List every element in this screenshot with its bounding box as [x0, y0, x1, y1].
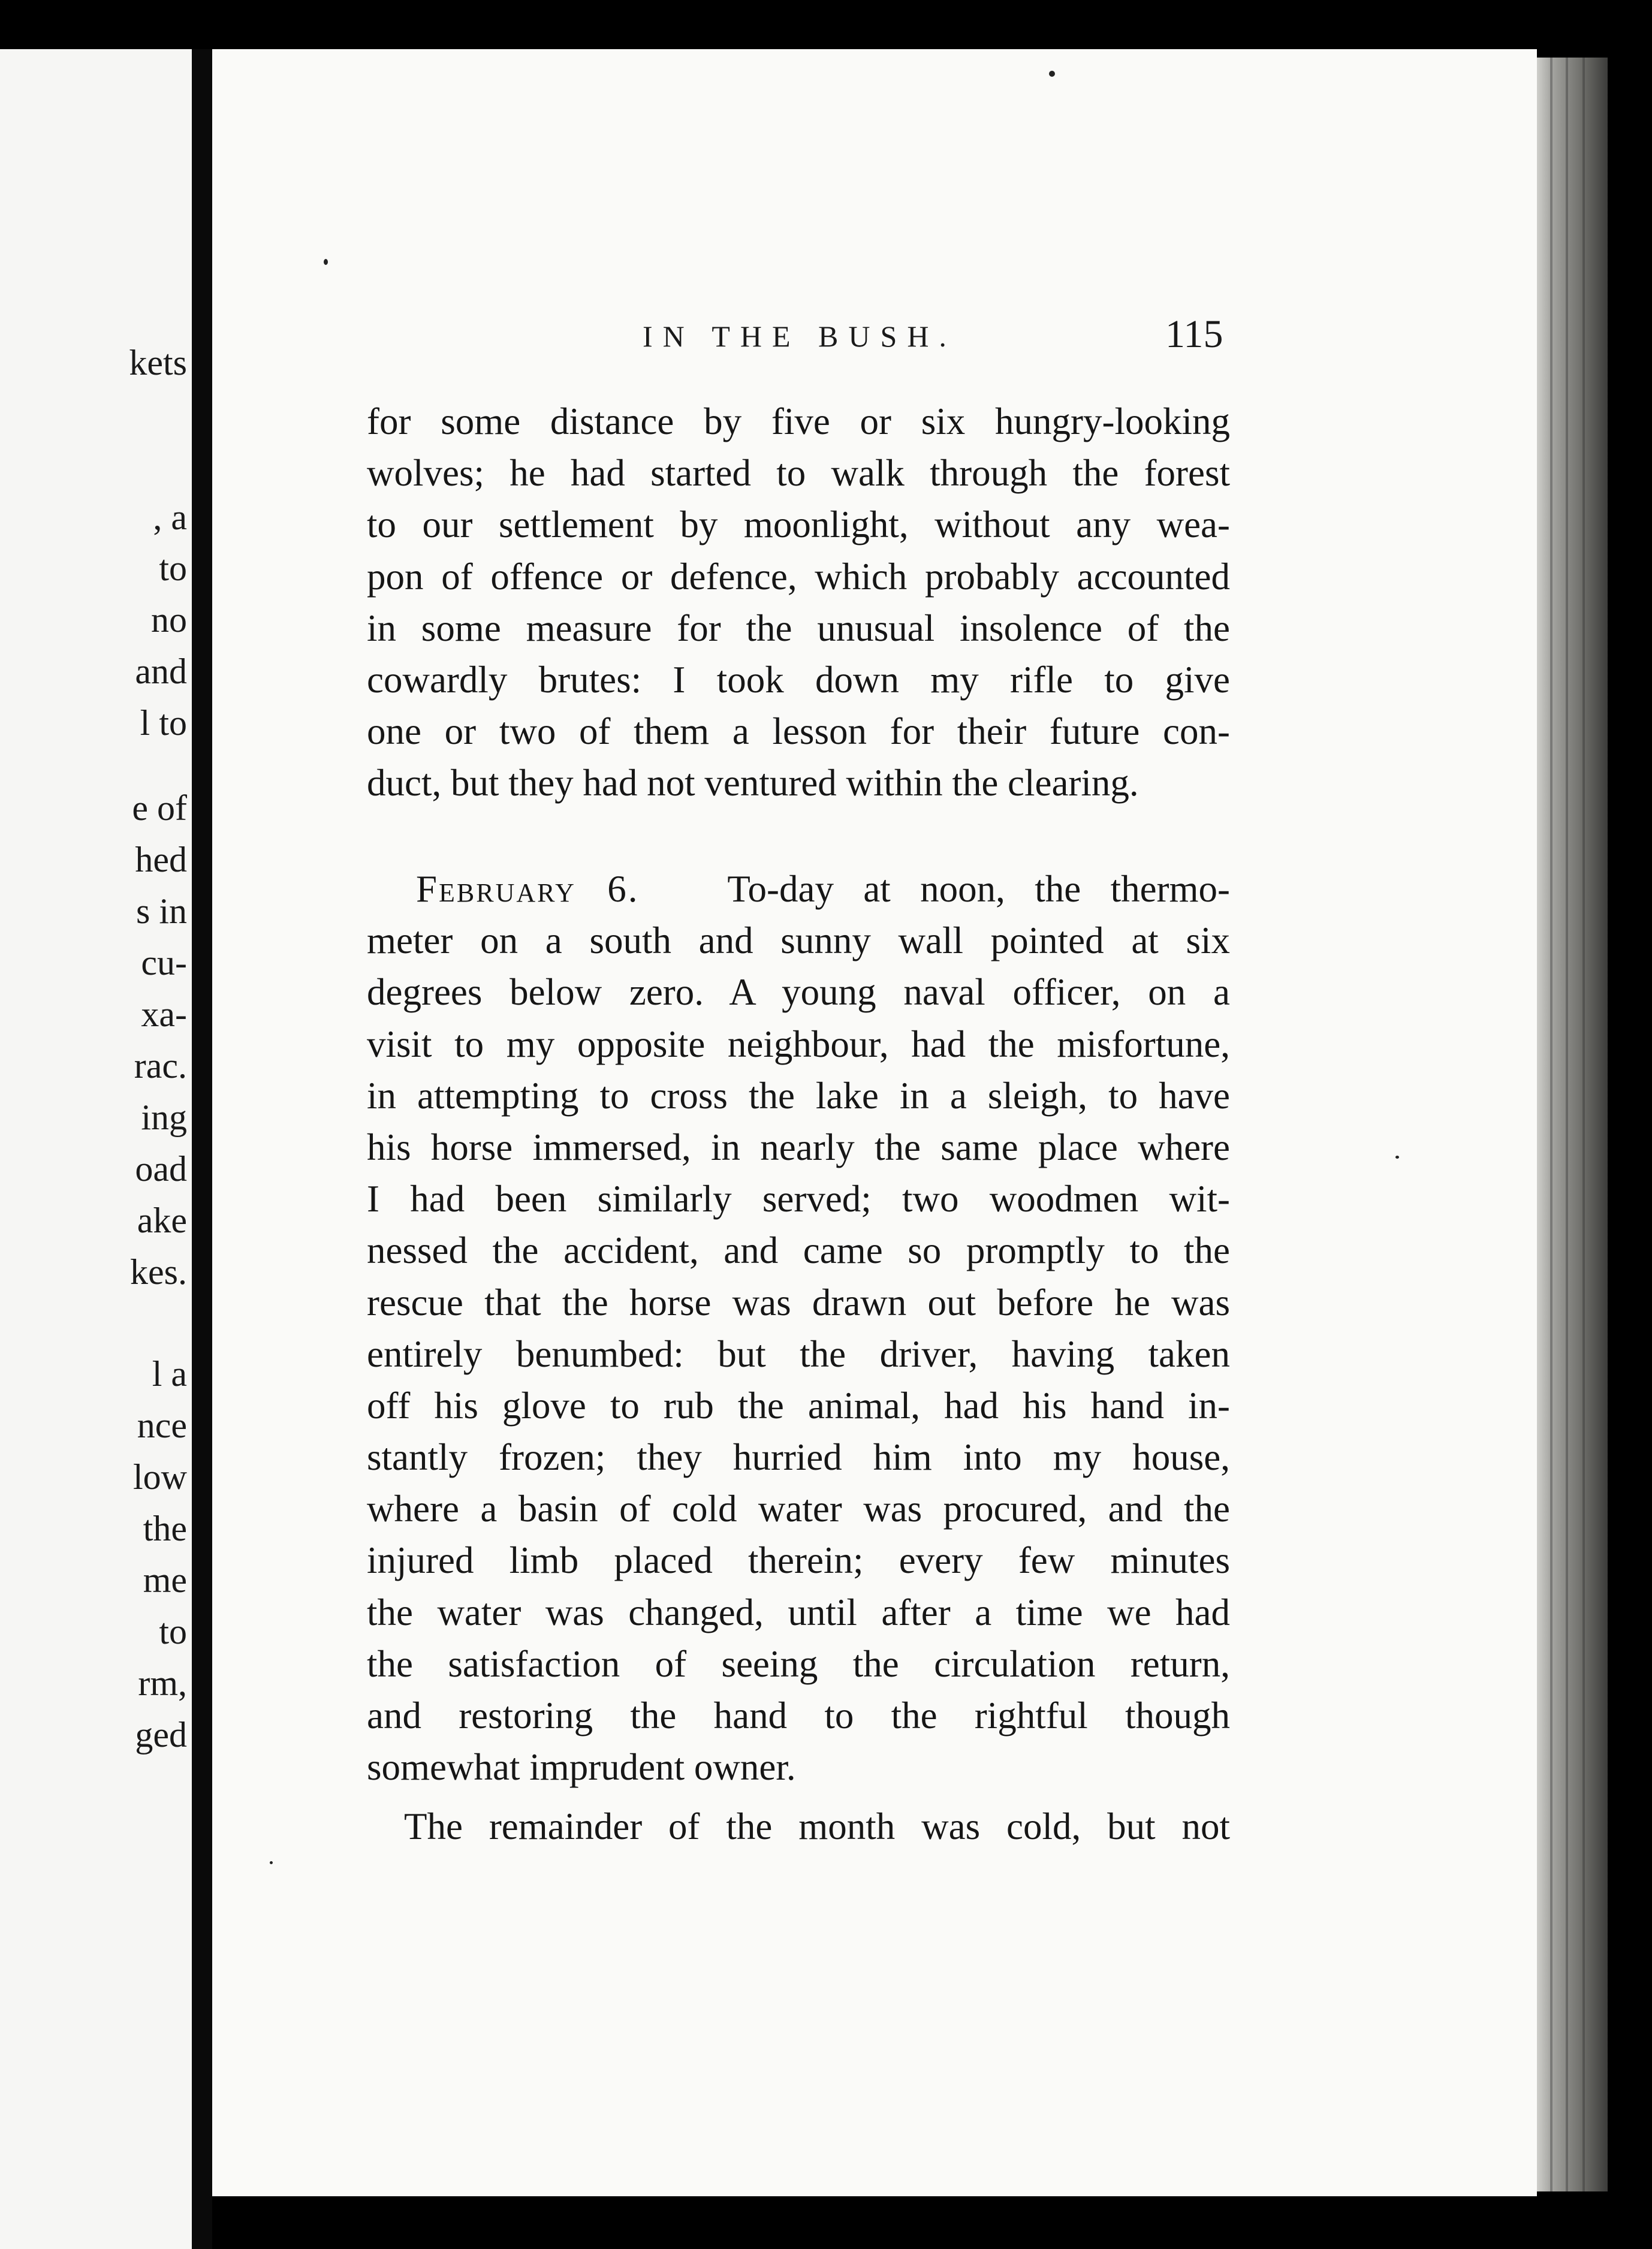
- text-line: to our settlement by moonlight, without any wea-: [367, 504, 1230, 546]
- text-line: degrees below zero. A young naval officer, on a: [367, 971, 1230, 1014]
- left-page-fragment: ake: [137, 1201, 187, 1240]
- left-page-fragment: oad: [135, 1149, 187, 1189]
- text-line: in some measure for the unusual insolence of the: [367, 607, 1230, 649]
- left-page-fragment: me: [143, 1560, 187, 1600]
- running-head: IN THE BUSH.: [643, 319, 957, 353]
- left-page-fragment: to: [159, 1612, 187, 1651]
- text-line: visit to my opposite neighbour, had the misfortune,: [367, 1023, 1230, 1065]
- text-line: for some distance by five or six hungry-looking: [367, 400, 1230, 442]
- paragraph-2: [367, 863, 1230, 1793]
- text-line: wolves; he had started to walk through the forest: [367, 452, 1230, 495]
- left-page-fragment: rac.: [134, 1046, 187, 1086]
- page-edge-line: [1582, 58, 1585, 2191]
- page-edge-line: [1550, 58, 1552, 2191]
- ink-speck: [270, 1861, 273, 1864]
- left-page-fragment: to: [159, 548, 187, 588]
- text-line: in attempting to cross the lake in a sleigh, to have: [367, 1074, 1230, 1117]
- left-page-fragment: l a: [152, 1354, 187, 1394]
- ink-speck: [324, 259, 328, 265]
- text-line: the satisfaction of seeing the circulation return,: [367, 1642, 1230, 1685]
- text-line: pon of offence or defence, which probably accounted: [367, 555, 1230, 598]
- text-line: injured limb placed therein; every few minutes: [367, 1539, 1230, 1582]
- left-page-fragment: hed: [135, 840, 187, 879]
- text-line: meter on a south and sunny wall pointed at six: [367, 920, 1230, 962]
- text-line: cowardly brutes: I took down my rifle to give: [367, 658, 1230, 701]
- left-page-fragment: nce: [137, 1406, 187, 1445]
- text-line: his horse immersed, in nearly the same place where: [367, 1126, 1230, 1168]
- paragraph-1: [367, 396, 1230, 809]
- text-line: the water was changed, until after a time we had: [367, 1591, 1230, 1633]
- ink-speck: [1049, 71, 1055, 77]
- text-line: somewhat imprudent owner.: [367, 1746, 796, 1789]
- text-line: nessed the accident, and came so promptly to the: [367, 1229, 1230, 1272]
- left-page-fragment: l to: [140, 703, 187, 743]
- book-gutter: [192, 49, 212, 2249]
- text-line: The remainder of the month was cold, but not: [404, 1805, 1230, 1847]
- left-page-fragment: rm,: [138, 1663, 187, 1703]
- left-facing-page: [0, 49, 192, 2249]
- entry-date: February 6.: [416, 868, 640, 910]
- left-page-fragment: low: [133, 1457, 187, 1497]
- text-line: one or two of them a lesson for their future con-: [367, 710, 1230, 753]
- text-line: [367, 863, 1230, 915]
- entry-text: To-day at noon, the thermo-: [727, 868, 1230, 910]
- text-line: I had been similarly served; two woodmen wit-: [367, 1178, 1230, 1220]
- text-line: rescue that the horse was drawn out before he was: [367, 1281, 1230, 1324]
- text-line: where a basin of cold water was procured, and the: [367, 1488, 1230, 1530]
- left-page-fragment: no: [151, 600, 187, 640]
- left-page-fragment: s in: [135, 891, 187, 931]
- left-page-fragment: kets: [129, 343, 187, 382]
- left-page-fragment: ged: [135, 1715, 187, 1754]
- ink-speck: [1395, 1156, 1399, 1159]
- left-page-fragment: e of: [132, 788, 187, 828]
- text-line: entirely benumbed: but the driver, having taken: [367, 1332, 1230, 1375]
- paragraph-3: [367, 1801, 1230, 1852]
- text-line: off his glove to rub the animal, had his hand in-: [367, 1384, 1230, 1427]
- left-page-fragment: kes.: [130, 1252, 187, 1292]
- left-page-fragment: , a: [153, 498, 187, 537]
- text-line: and restoring the hand to the rightful though: [367, 1695, 1230, 1737]
- left-page-fragment: xa-: [141, 994, 187, 1034]
- left-page-fragment: cu-: [141, 943, 187, 982]
- left-page-fragment: the: [143, 1509, 187, 1548]
- page-number: 115: [1165, 312, 1223, 356]
- page-edge-line: [1566, 58, 1568, 2191]
- left-page-fragment: ing: [141, 1098, 187, 1137]
- text-line: duct, but they had not ventured within the clearing.: [367, 762, 1139, 804]
- page-edge-stack: [1537, 58, 1608, 2191]
- left-page-fragment: and: [135, 652, 187, 691]
- text-line: stantly frozen; they hurried him into my house,: [367, 1436, 1230, 1479]
